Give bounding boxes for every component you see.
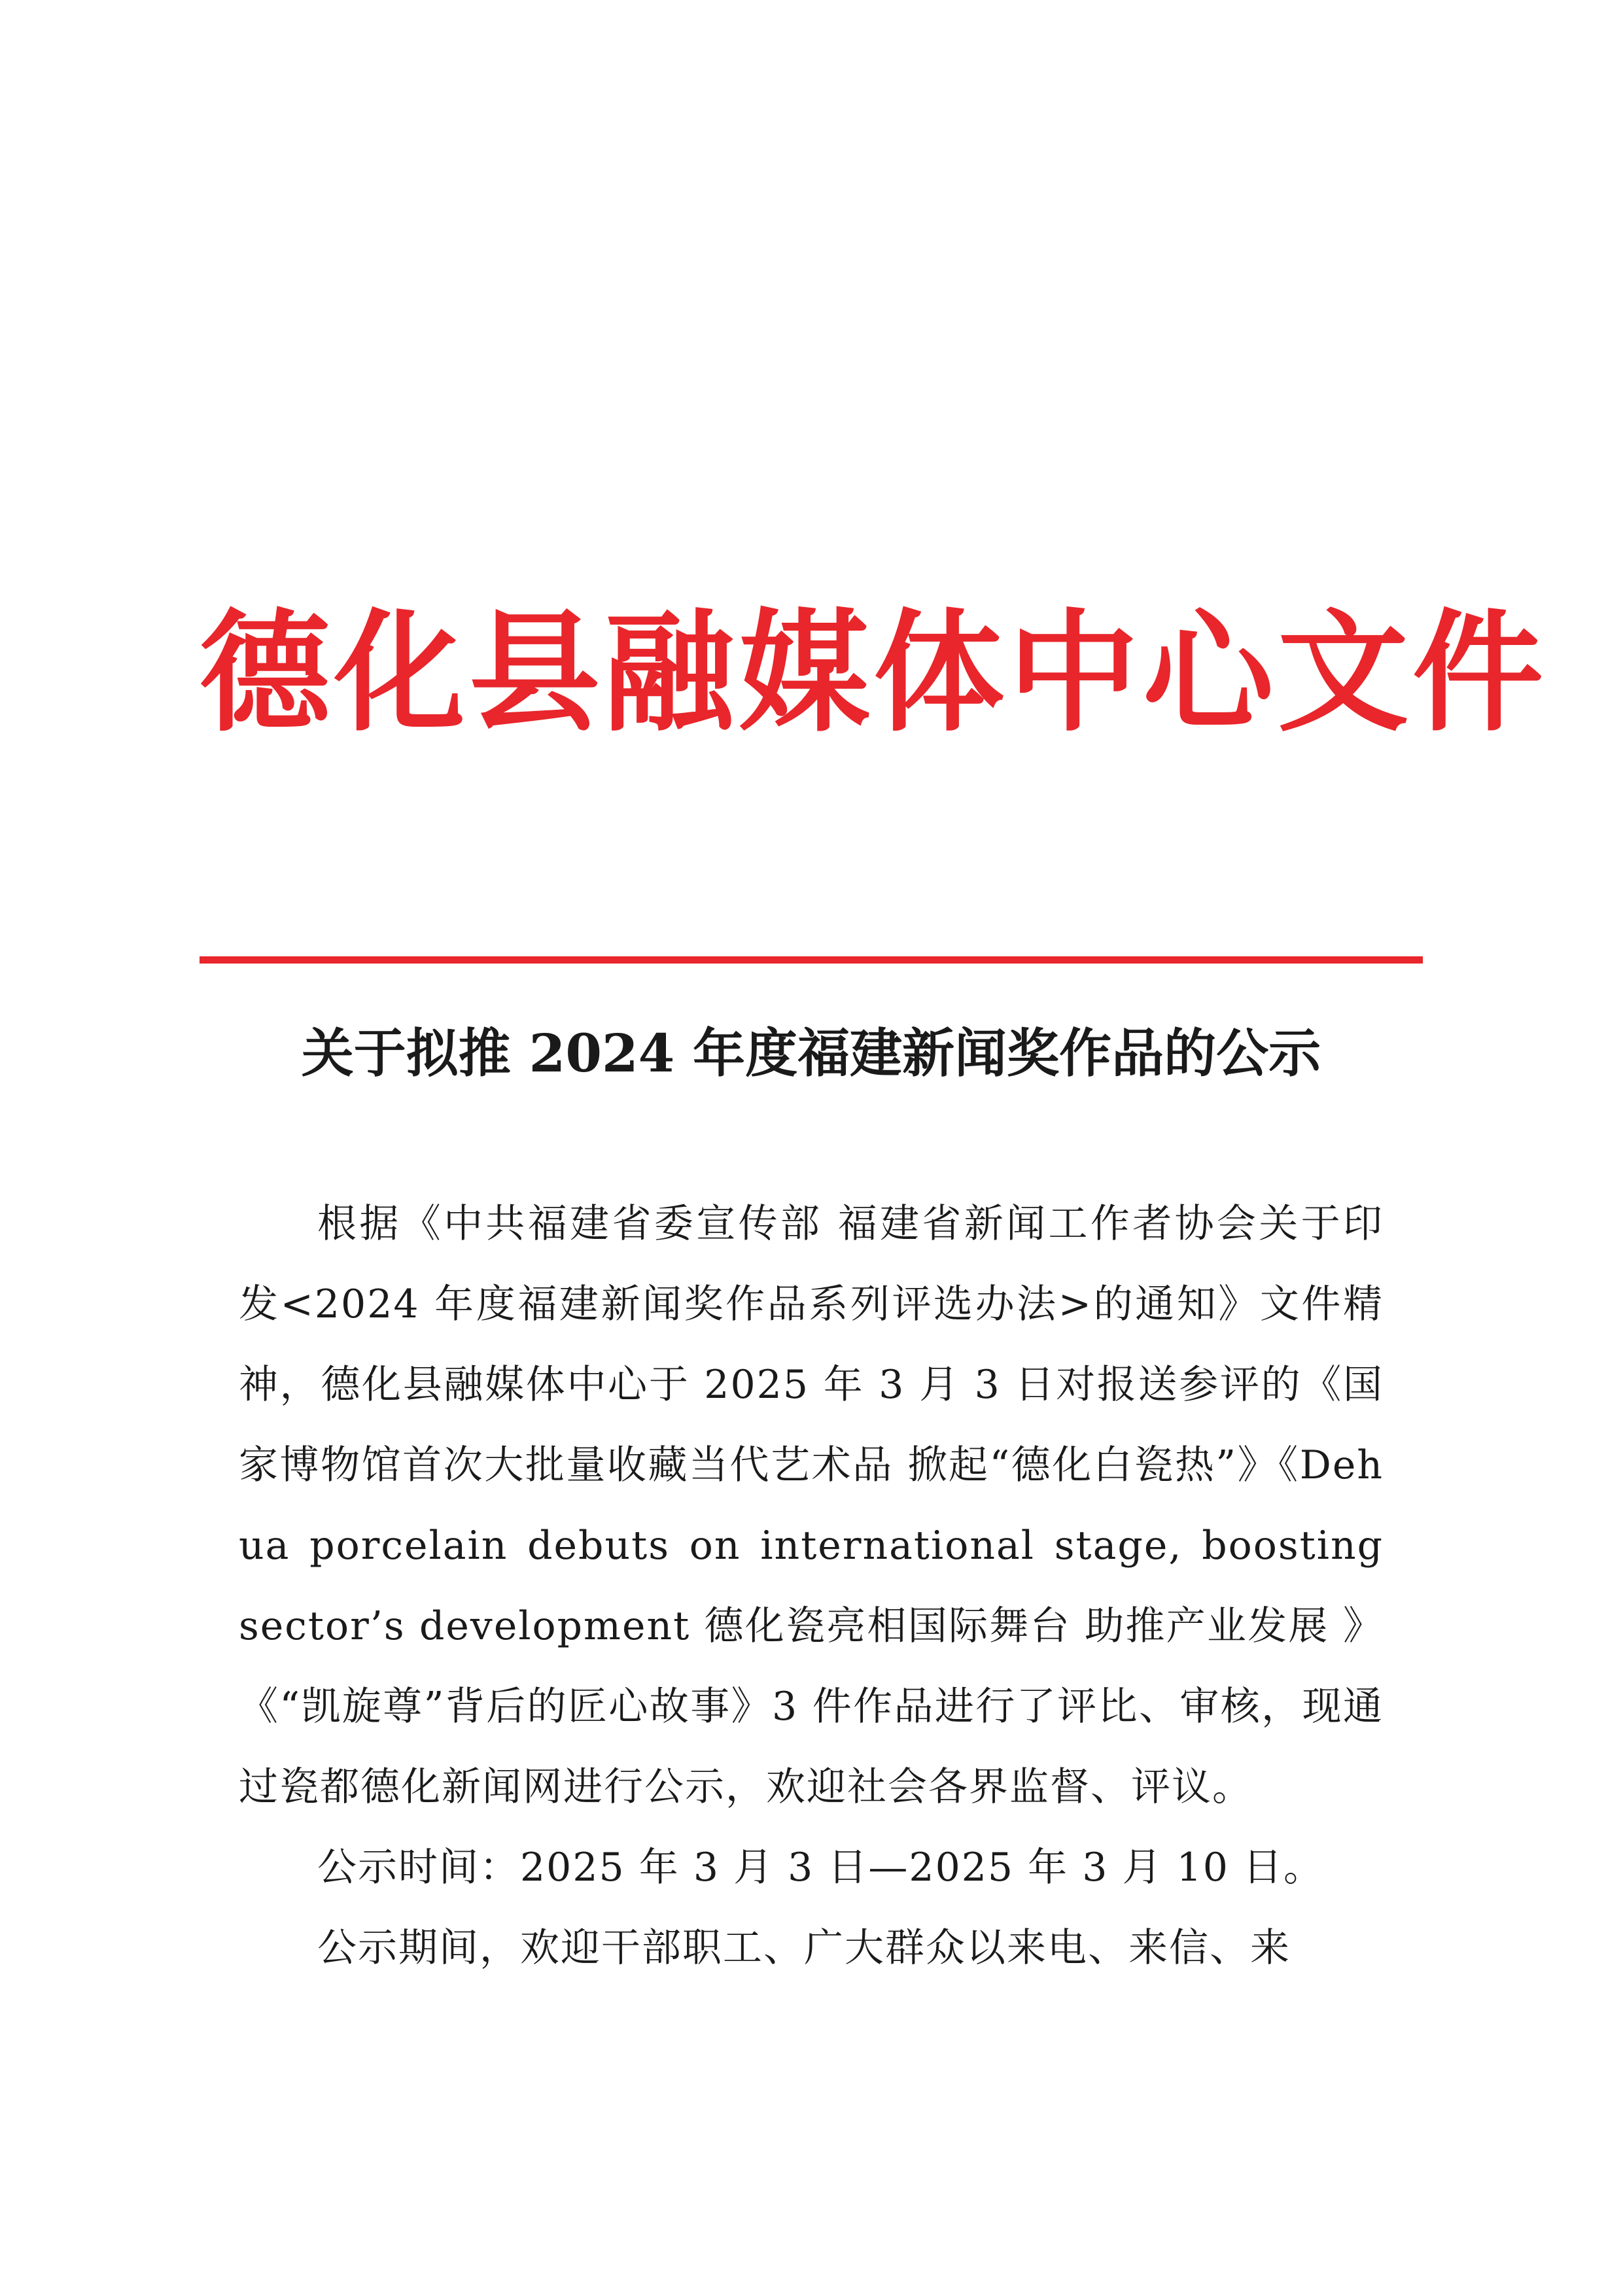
body-paragraph-period: 公示时间：2025 年 3 月 3 日—2025 年 3 月 10 日。 xyxy=(317,1845,1324,1890)
document-title: 关于拟推 2024 年度福建新闻奖作品的公示 xyxy=(301,1022,1321,1084)
document-body xyxy=(239,1184,1384,1989)
body-paragraph-feedback: 公示期间，欢迎干部职工、广大群众以来电、来信、来 xyxy=(317,1925,1291,1971)
masthead-title: 德化县融媒体中心文件 xyxy=(200,597,1548,750)
red-divider-rule xyxy=(200,956,1423,964)
body-paragraph-basis: 根据《中共福建省委宣传部 福建省新闻工作者协会关于印发<2024 年度福建新闻奖作品系列评选办法>的通知》文件精神，德化县融媒体中心于 2025 年 3 月 3 日对报送参评的《国家博物馆首次大批量收藏当代艺术品 掀起“德化白瓷热”》《Dehua porcelain debuts on international stage, boosting sector’s development 德化瓷亮相国际舞台 助推产业发展 》《“凯旋尊”背后的匠心故事》3 件作品进行了评比、审核，现通过瓷都德化新闻网进行公示，欢迎社会各界监督、评议。 xyxy=(239,1201,1384,1810)
